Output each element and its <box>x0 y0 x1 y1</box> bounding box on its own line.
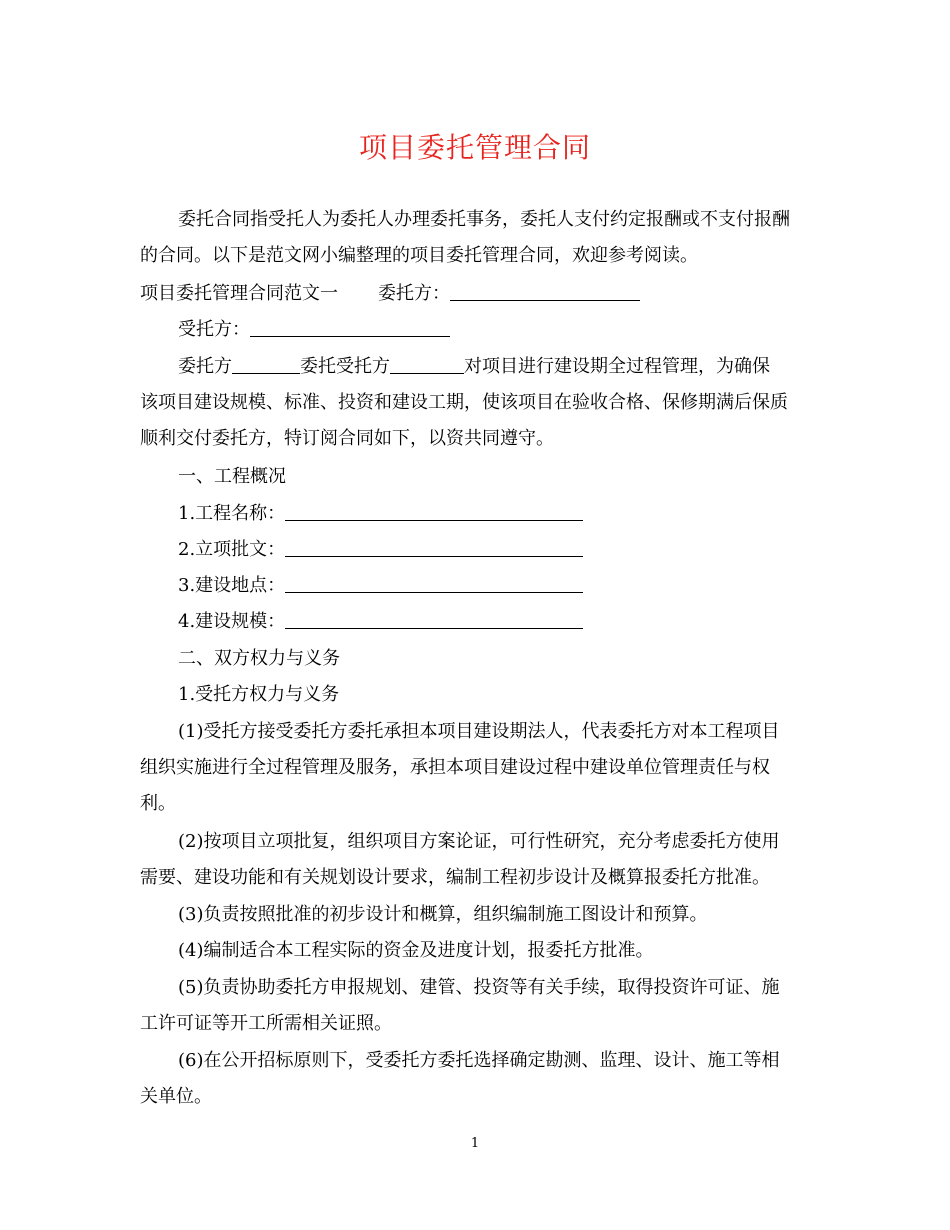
clause-1-line-1: (1)受托方接受委托方委托承担本项目建设期法人，代表委托方对本工程项目 <box>178 721 780 742</box>
agent-name-blank <box>390 351 464 374</box>
project-item-3 <box>140 568 858 604</box>
preamble-text-3: 对项目进行建设期全过程管理，为确保 <box>464 356 770 377</box>
project-item-2 <box>140 532 858 568</box>
page-number: 1 <box>470 1136 480 1151</box>
item-blank-4 <box>285 606 583 629</box>
clause-6-line-2: 关单位。 <box>140 1086 212 1107</box>
principal-name-blank <box>232 351 300 374</box>
clause-2-line-1: (2)按项目立项批复，组织项目方案论证，可行性研究，充分考虑委托方使用 <box>178 831 780 852</box>
document-title: 项目委托管理合同 <box>358 131 591 164</box>
clause-4: (4)编制适合本工程实际的资金及进度计划，报委托方批准。 <box>178 940 654 961</box>
preamble-line-3: 顺利交付委托方，特订阅合同如下，以资共同遵守。 <box>140 428 554 449</box>
clause-2-line-2: 需要、建设功能和有关规划设计要求，编制工程初步设计及概算报委托方批准。 <box>140 867 770 888</box>
preamble-text-2: 委托受托方 <box>300 356 390 377</box>
agent-blank <box>250 314 450 337</box>
preamble-line-1 <box>140 349 858 385</box>
clause-5-line-2: 工许可证等开工所需相关证照。 <box>140 1013 392 1034</box>
item-label-3: 3.建设地点： <box>178 575 286 596</box>
principal-label: 委托方： <box>378 283 450 304</box>
sample-heading: 项目委托管理合同范文一 <box>140 283 338 304</box>
preamble-line-2: 该项目建设规模、标准、投资和建设工期，使该项目在验收合格、保修期满后保质 <box>140 392 788 413</box>
agent-line <box>140 312 858 348</box>
section-heading-2: 二、双方权力与义务 <box>178 648 340 669</box>
project-item-1 <box>140 496 858 532</box>
intro-line-2: 的合同。以下是范文网小编整理的项目委托管理合同，欢迎参考阅读。 <box>140 245 698 266</box>
clause-1-line-2: 组织实施进行全过程管理及服务，承担本项目建设过程中建设单位管理责任与权 <box>140 757 770 778</box>
item-label-4: 4.建设规模： <box>178 611 286 632</box>
subsection-heading-1: 1.受托方权力与义务 <box>178 684 340 705</box>
clause-1-line-3: 利。 <box>140 793 176 814</box>
item-blank-2 <box>285 534 583 557</box>
clause-6-line-1: (6)在公开招标原则下，受委托方委托选择确定勘测、监理、设计、施工等相 <box>178 1050 780 1071</box>
project-item-4 <box>140 604 858 640</box>
item-label-2: 2.立项批文： <box>178 539 286 560</box>
principal-blank <box>450 278 640 301</box>
agent-label: 受托方： <box>178 319 250 340</box>
preamble-text-1: 委托方 <box>178 356 232 377</box>
clause-5-line-1: (5)负责协助委托方申报规划、建管、投资等有关手续，取得投资许可证、施 <box>178 977 780 998</box>
item-blank-3 <box>285 570 583 593</box>
intro-line-1: 委托合同指受托人为委托人办理委托事务，委托人支付约定报酬或不支付报酬 <box>178 209 790 230</box>
sample-heading-line <box>140 276 820 312</box>
section-heading-1: 一、工程概况 <box>178 466 286 487</box>
clause-3: (3)负责按照批准的初步设计和概算，组织编制施工图设计和预算。 <box>178 904 708 925</box>
item-label-1: 1.工程名称： <box>178 503 286 524</box>
item-blank-1 <box>285 498 583 521</box>
